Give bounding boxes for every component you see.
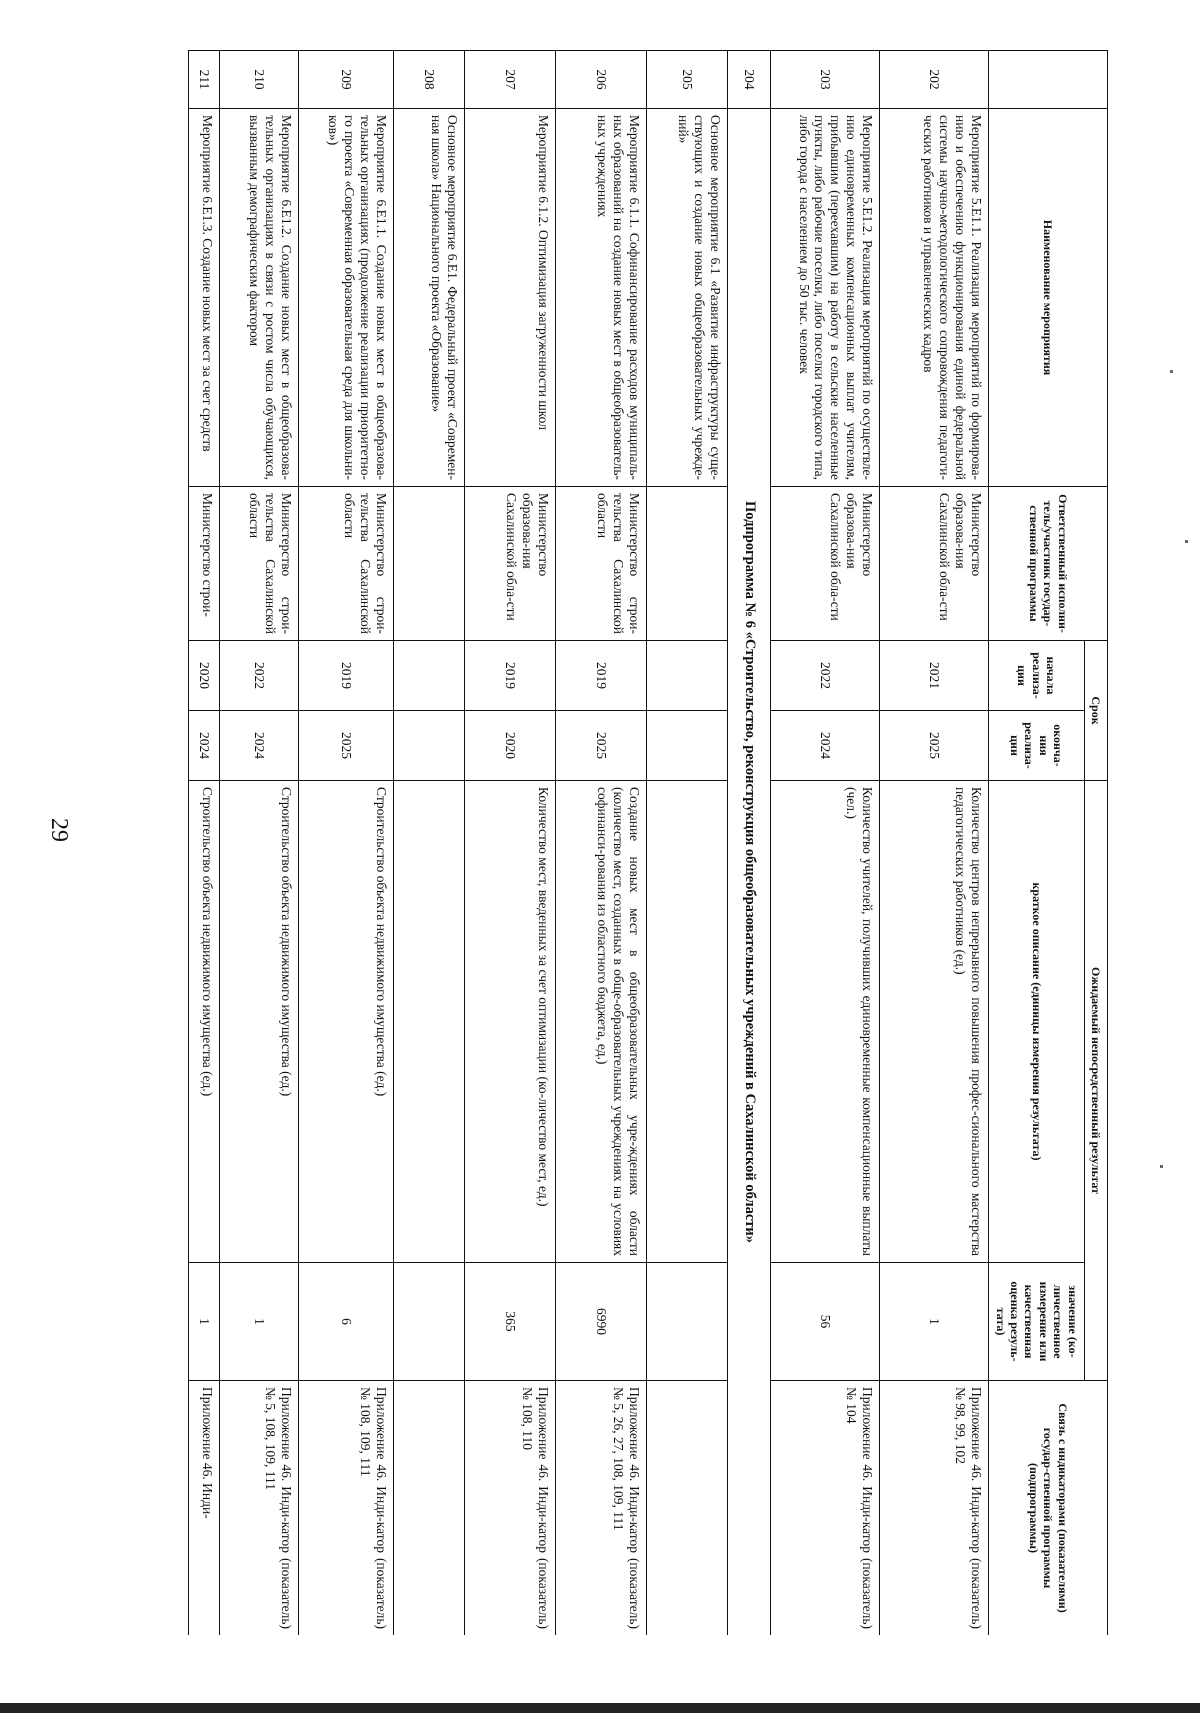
result-description: Создание новых мест в общеобразовательных учре-ждениях области (количество мест, созданных в обще-образовательных учреждениях на условиях софинанси-рования из областного бюджета, ед.) (556, 781, 647, 1263)
responsible: Министерство образова-ния Сахалинской обла-сти (465, 487, 556, 641)
row-number: 207 (465, 51, 556, 109)
table-row (299, 51, 394, 1636)
indicator-link (647, 1381, 728, 1635)
start-year: 2022 (771, 641, 880, 711)
table-row (394, 51, 465, 1636)
end-year (647, 711, 728, 781)
result-description (647, 781, 728, 1263)
indicator-link: Приложение 46. Инди-катор (показатель) № 5, 26, 27, 108, 109, 111 (556, 1381, 647, 1635)
indicator-link: Приложение 46. Инди-катор (показатель) № 108, 110 (465, 1381, 556, 1635)
scan-edge (0, 1703, 1200, 1713)
row-number: 205 (647, 51, 728, 109)
start-year: 2021 (880, 641, 989, 711)
measure-name: Мероприятие 6.1.1. Софинансирование расходов муниципаль-ных образований на создание новых мест в общеобразователь-ных учреждениях (556, 109, 647, 487)
result-value: 1 (880, 1263, 989, 1381)
rotated-table-container (178, 50, 1108, 1635)
end-year: 2025 (299, 711, 394, 781)
measure-name: Мероприятие 5.Е1.1. Реализация мероприятий по формирова-нию и обеспечению функционирования единой федеральной системы научно-методологического сопровождения педагоги-ческих работников и управленческих кадров (880, 109, 989, 487)
table-row (220, 51, 299, 1636)
start-year: 2022 (220, 641, 299, 711)
header-name: Наименование мероприятия (989, 109, 1108, 487)
result-description (394, 781, 465, 1263)
result-description: Строительство объекта недвижимого имущества (ед.) (299, 781, 394, 1263)
row-number: 203 (771, 51, 880, 109)
measure-name: Мероприятие 6.1.2. Оптимизация загруженности школ (465, 109, 556, 487)
measures-table (188, 50, 1108, 1635)
scan-speck (1170, 370, 1173, 373)
header-end: оконча-ния реализа-ции (989, 711, 1084, 781)
result-value: 1 (189, 1263, 220, 1381)
table-row (556, 51, 647, 1636)
result-description: Строительство объекта недвижимого имущества (ед.) (220, 781, 299, 1263)
header-result-value: значение (ко-личественное измерение или качественная оценка резуль-тата) (989, 1263, 1084, 1381)
measure-name: Основное мероприятие 6.Е1. Федеральный проект «Современ-ная школа» Национального проекта «Образование» (394, 109, 465, 487)
result-value (394, 1263, 465, 1381)
page-number: 29 (46, 818, 72, 842)
header-link: Связь с индикаторами (показателями) государ-ственной программы (подпрограммы) (989, 1381, 1108, 1635)
result-value (647, 1263, 728, 1381)
start-year: 2019 (556, 641, 647, 711)
result-description: Строительство объекта недвижимого имущества (ед.) (189, 781, 220, 1263)
responsible (647, 487, 728, 641)
end-year: 2025 (556, 711, 647, 781)
end-year (394, 711, 465, 781)
row-number: 209 (299, 51, 394, 109)
row-number: 206 (556, 51, 647, 109)
indicator-link: Приложение 46. Инди- (189, 1381, 220, 1635)
responsible: Министерство образова-ния Сахалинской обла-сти (880, 487, 989, 641)
responsible: Министерство строи- (189, 487, 220, 641)
table-row (771, 51, 880, 1636)
end-year: 2020 (465, 711, 556, 781)
measure-name: Мероприятие 6.Е1.1. Создание новых мест в общеобразова-тельных организациях (продолжение реализации приоритетно-го проекта «Современная образовательная среда для школьни-ков») (299, 109, 394, 487)
start-year: 2019 (299, 641, 394, 711)
table-row-section (728, 51, 771, 1636)
subprogram-title: Подпрограмма № 6 «Строительство, реконструкция общеобразовательных учреждений в Сахалинской области» (728, 109, 771, 1636)
header-start: начала реализа-ции (989, 641, 1084, 711)
scan-speck (1160, 1165, 1163, 1168)
table-row (880, 51, 989, 1636)
responsible: Министерство строи-тельства Сахалинской области (556, 487, 647, 641)
row-number: 211 (189, 51, 220, 109)
end-year: 2024 (771, 711, 880, 781)
row-number: 210 (220, 51, 299, 109)
measure-name: Мероприятие 6.Е1.3. Создание новых мест за счет средств (189, 109, 220, 487)
result-description: Количество мест, введенных за счет оптимизации (ко-личество мест, ед.) (465, 781, 556, 1263)
table-row (647, 51, 728, 1636)
end-year: 2024 (189, 711, 220, 781)
result-value: 365 (465, 1263, 556, 1381)
document-table-area (178, 50, 1108, 1635)
responsible (394, 487, 465, 641)
end-year: 2025 (880, 711, 989, 781)
table-row (465, 51, 556, 1636)
responsible: Министерство строи-тельства Сахалинской области (299, 487, 394, 641)
start-year (394, 641, 465, 711)
table-row (189, 51, 220, 1636)
start-year: 2020 (189, 641, 220, 711)
indicator-link: Приложение 46. Инди-катор (показатель) № 104 (771, 1381, 880, 1635)
result-value: 6990 (556, 1263, 647, 1381)
header-result-desc: краткое описание (единицы измерения результата) (989, 781, 1084, 1263)
result-description: Количество центров непрерывного повышения профес-сионального мастерства педагогических работников (ед.) (880, 781, 989, 1263)
indicator-link (394, 1381, 465, 1635)
header-index (989, 51, 1108, 109)
row-number: 204 (728, 51, 771, 109)
measure-name: Мероприятие 5.Е1.2. Реализация мероприятий по осуществле-нию единовременных компенсационных выплат учителям, прибывшим (переехавшим) на работу в сельские населенные пункты, либо рабочие поселки, либо поселки городского типа, либо города с населением до 50 тыс. человек (771, 109, 880, 487)
result-value: 6 (299, 1263, 394, 1381)
header-result: Ожидаемый непосредственный результат (1084, 781, 1107, 1381)
end-year: 2024 (220, 711, 299, 781)
header-term: Срок (1084, 641, 1107, 781)
indicator-link: Приложение 46. Инди-катор (показатель) № 98, 99, 102 (880, 1381, 989, 1635)
header-responsible: Ответственный исполни-тель/участник государ-ственной программы (989, 487, 1108, 641)
result-value: 56 (771, 1263, 880, 1381)
table-header (989, 51, 1108, 1636)
result-value: 1 (220, 1263, 299, 1381)
table-body (189, 51, 989, 1636)
start-year: 2019 (465, 641, 556, 711)
responsible: Министерство строи-тельства Сахалинской области (220, 487, 299, 641)
measure-name: Основное мероприятие 6.1 «Развитие инфраструктуры суще-ствующих и создание новых общеобразовательных учрежде-ний» (647, 109, 728, 487)
start-year (647, 641, 728, 711)
indicator-link: Приложение 46. Инди-катор (показатель) № 108, 109, 111 (299, 1381, 394, 1635)
result-description: Количество учителей, получивших единовременные компенсационные выплаты (чел.) (771, 781, 880, 1263)
row-number: 202 (880, 51, 989, 109)
indicator-link: Приложение 46. Инди-катор (показатель) № 5, 108, 109, 111 (220, 1381, 299, 1635)
measure-name: Мероприятие 6.Е1.2. Создание новых мест в общеобразова-тельных организациях в связи с ростом числа обучающихся, вызванным демографическим фактором (220, 109, 299, 487)
responsible: Министерство образова-ния Сахалинской обла-сти (771, 487, 880, 641)
scan-speck (1185, 540, 1188, 543)
row-number: 208 (394, 51, 465, 109)
